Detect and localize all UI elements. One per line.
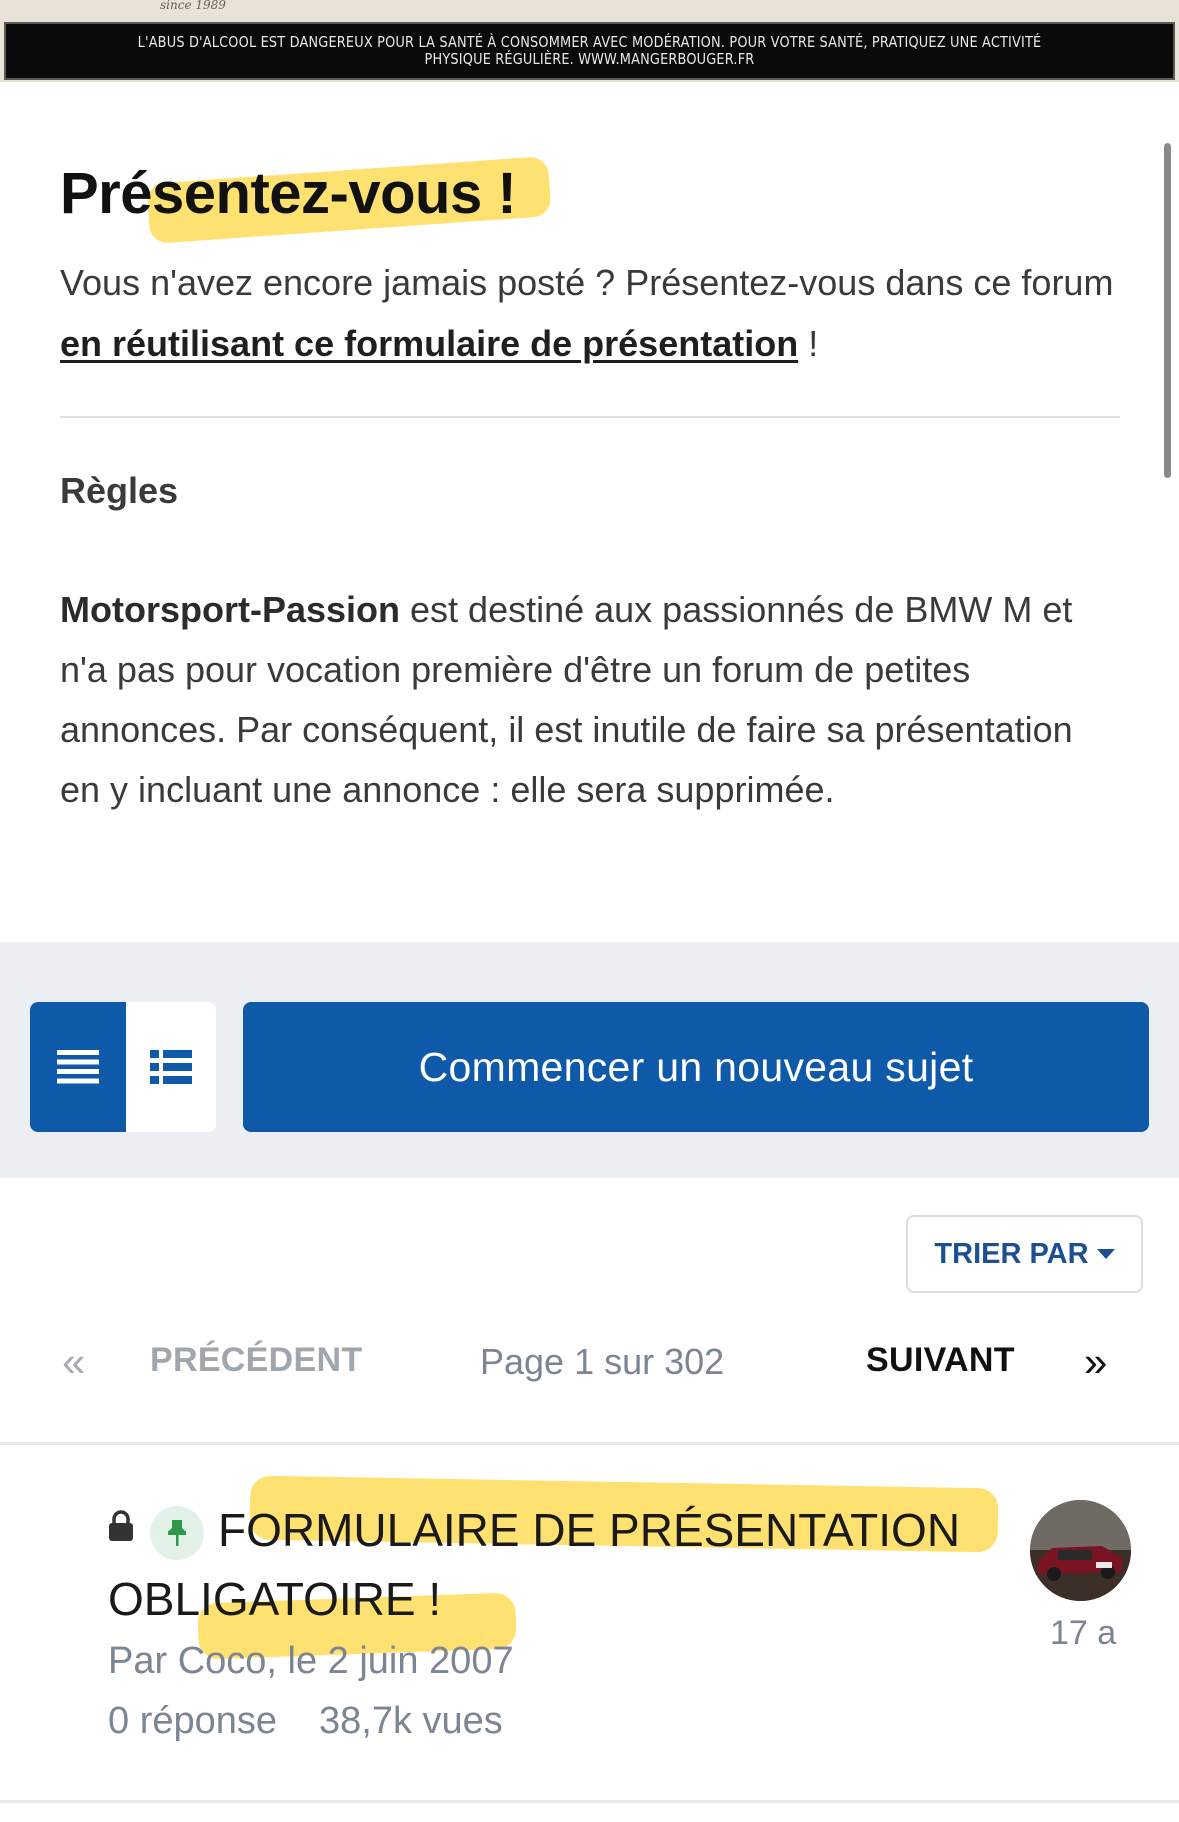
intro-divider — [60, 416, 1120, 418]
ad-banner[interactable] — [0, 0, 1179, 82]
last-page-icon[interactable]: » — [1084, 1338, 1108, 1385]
topic-last-activity: 17 a — [1050, 1614, 1117, 1652]
view-mode-toggle — [30, 1002, 216, 1132]
topic-author-date: Par Coco, le 2 juin 2007 — [108, 1640, 514, 1682]
intro-text-before: Vous n'avez encore jamais posté ? Présentez-vous dans ce forum — [60, 262, 1114, 303]
avatar[interactable] — [1030, 1500, 1131, 1601]
rules-text — [60, 580, 1120, 820]
list-view-icon — [150, 1050, 192, 1084]
page-indicator[interactable]: Page 1 sur 302 — [480, 1341, 725, 1382]
new-topic-button[interactable]: Commencer un nouveau sujet — [243, 1002, 1149, 1132]
presentation-form-link[interactable]: en réutilisant ce formulaire de présentation — [60, 323, 799, 364]
topic-title-link[interactable]: FORMULAIRE DE PRÉSENTATION OBLIGATOIRE ! — [108, 1504, 961, 1625]
previous-page-link: PRÉCÉDENT — [150, 1341, 363, 1379]
topic-replies-count: 0 réponse — [108, 1700, 278, 1742]
rules-body: est destiné aux passionnés de BMW M et n'a pas pour vocation première d'être un forum de petites annonces. Par conséquent, il est inutile de faire sa présentation en y incluant une annonce : elle sera supprimée. — [60, 589, 1073, 810]
topic-stats — [108, 1700, 503, 1743]
sort-by-button[interactable] — [906, 1215, 1143, 1293]
page-scrollbar[interactable] — [1164, 143, 1171, 478]
banner-since-text: since 1989 — [160, 0, 226, 12]
health-warning-strip — [4, 22, 1175, 80]
rules-heading: Règles — [60, 470, 179, 511]
sort-by-label: TRIER PAR — [934, 1237, 1089, 1270]
table-view-button[interactable] — [30, 1002, 126, 1132]
table-view-icon — [57, 1050, 99, 1084]
next-page-link[interactable]: SUIVANT — [866, 1341, 1015, 1379]
intro-text-after: ! — [798, 323, 819, 364]
pagination-divider — [0, 1442, 1179, 1445]
first-page-icon: « — [62, 1338, 86, 1385]
page-title: Présentez-vous ! — [60, 161, 517, 226]
list-view-button[interactable] — [126, 1002, 216, 1132]
rules-site-name: Motorsport-Passion — [60, 589, 401, 630]
health-warning-text: L'ABUS D'ALCOOL EST DANGEREUX POUR LA SANTÉ À CONSOMMER AVEC MODÉRATION. POUR VOTRE SANTÉ, PRATIQUEZ UNE ACTIVITÉ PHYSIQUE RÉGULIÈRE. WWW.MANGERBOUGER.FR — [137, 33, 1042, 68]
caret-down-icon — [1097, 1249, 1115, 1259]
topic-views-count: 38,7k vues — [319, 1700, 503, 1742]
topic-row-divider — [0, 1800, 1179, 1803]
intro-description — [60, 252, 1120, 374]
